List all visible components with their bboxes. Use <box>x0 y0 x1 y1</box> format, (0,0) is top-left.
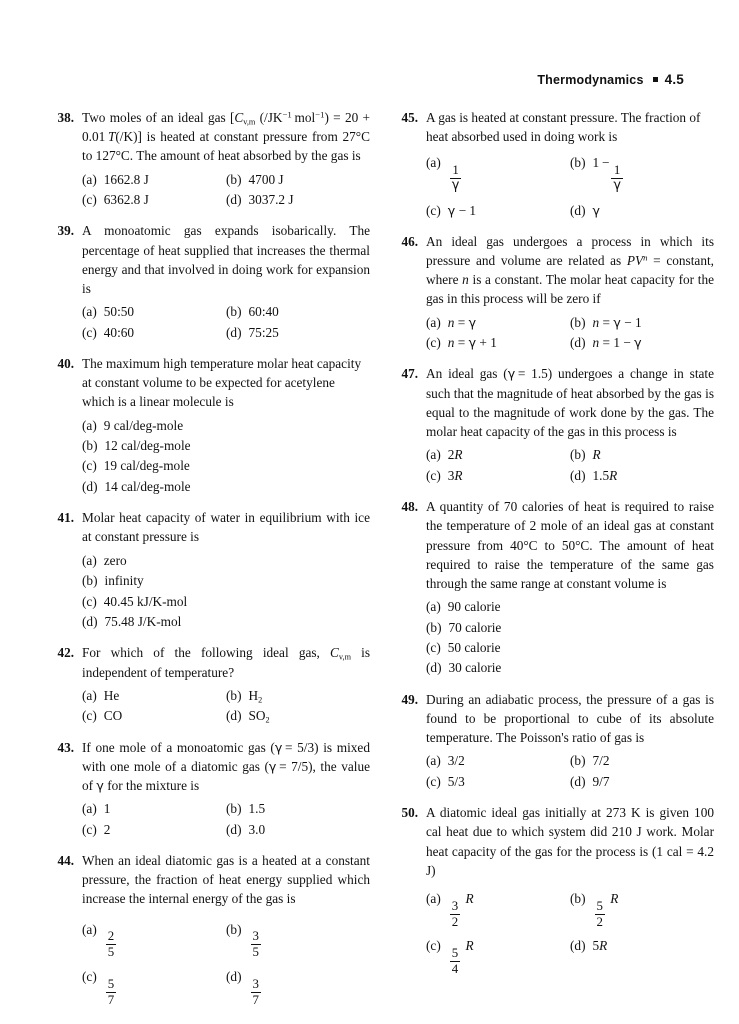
option-c[interactable]: (c) 3R <box>426 466 570 486</box>
option-d[interactable]: (d) 5R <box>570 935 714 982</box>
question-47 <box>396 364 714 486</box>
question-45 <box>396 108 714 221</box>
option-a[interactable]: (a) $\frac{2}{5}$ <box>82 919 226 966</box>
question-number: 47. <box>401 366 418 382</box>
option-d-value: $\frac{3}{7}$ <box>252 976 259 1007</box>
question-48 <box>396 497 714 679</box>
option-c-value: $\frac{5}{7}$ <box>107 976 115 1007</box>
option-a[interactable]: (a) zero <box>82 552 127 568</box>
option-b[interactable]: (b) $\frac{5}{2}$ R <box>570 888 714 935</box>
option-d[interactable]: (d) 14 cal/deg-mole <box>82 478 191 494</box>
option-d[interactable]: (d) 9/7 <box>570 773 610 789</box>
option-d[interactable]: (d) 3.0 <box>226 821 266 837</box>
option-c[interactable]: (c) 6362.8 J <box>82 192 149 208</box>
option-b[interactable]: (b) $H_2$ <box>226 686 370 706</box>
question-42 <box>52 643 370 726</box>
question-stem: Molar heat capacity of water in equilibrium with ice at constant pressure is <box>82 510 370 545</box>
option-d-value: γ <box>592 202 600 218</box>
options-list <box>426 888 714 983</box>
option-a[interactable]: (a) n = γ <box>426 313 570 333</box>
option-a[interactable]: (a) $\frac{1}{\gamma}$ <box>426 152 570 199</box>
options-list <box>82 170 370 211</box>
option-c[interactable]: (c) CO <box>82 706 226 726</box>
options-list <box>82 302 370 343</box>
option-b[interactable]: (b) R <box>570 445 714 465</box>
option-b[interactable]: (b) 60:40 <box>226 304 279 320</box>
left-column <box>52 108 370 1024</box>
question-stem: When an ideal diatomic gas is a heated at a constant pressure, the fraction of heat energy supplied which increase the internal energy of the gas is <box>82 852 370 907</box>
option-d[interactable]: (d) 1.5R <box>570 466 714 486</box>
question-stem: An ideal gas undergoes a process in which its pressure and volume are related as $PV^n$ = constant, where n is a constant. The molar heat capacity for the gas in this process will be zero if <box>426 233 714 307</box>
two-column-body <box>52 108 715 1024</box>
option-c[interactable]: (c) γ − 1 <box>426 200 570 221</box>
options-list <box>82 686 370 727</box>
option-a[interactable]: (a) $\frac{3}{2}$ R <box>426 888 570 935</box>
option-a-value: $\frac{1}{\gamma}$ <box>451 163 460 193</box>
option-c[interactable]: (c) 5/3 <box>426 773 465 789</box>
option-c[interactable]: (c) 50 calorie <box>426 639 501 655</box>
options-list <box>426 445 714 486</box>
option-a[interactable]: (a) 50:50 <box>82 304 135 320</box>
option-d[interactable]: (d) n = 1 − γ <box>570 333 714 353</box>
option-d[interactable]: (d) γ <box>570 200 714 221</box>
question-stem: A monoatomic gas expands isobarically. The percentage of heat supplied that increases the thermal energy and that involved in doing work for expansion is <box>82 223 370 297</box>
question-stem: A diatomic ideal gas initially at 273 K is given 100 cal heat due to which system did 210 J work. Molar heat capacity of the gas for the process is (1 cal = 4.2 J) <box>426 805 714 878</box>
option-d[interactable]: (d) 30 calorie <box>426 660 502 676</box>
option-a-value: $\frac{2}{5}$ <box>107 929 115 960</box>
question-39 <box>52 221 370 343</box>
option-b-value: R <box>592 447 601 463</box>
question-number: 43. <box>57 739 74 755</box>
question-number: 45. <box>401 110 418 125</box>
question-40 <box>52 354 370 497</box>
option-b[interactable]: (b) $\frac{3}{5}$ <box>226 919 370 966</box>
options-list <box>82 551 370 633</box>
option-d-value: n = 1 − γ <box>592 335 642 351</box>
question-number: 46. <box>401 233 418 249</box>
question-stem: The maximum high temperature molar heat capacity at constant volume to be expected for acetylene which is a linear molecule is <box>82 356 362 410</box>
option-a-value: n = γ <box>447 314 477 330</box>
question-46 <box>396 232 714 354</box>
question-stem: Two moles of an ideal gas [$C_{v,m}$ ($/JK^{-1}$ mol$^{-1}$) = 20 + 0.01 T(/K)] is heated at constant pressure from 27°C to 127°C. The amount of heat absorbed by the gas is <box>82 109 370 164</box>
option-d-value: 1.5R <box>592 467 618 483</box>
square-bullet-icon <box>653 77 658 82</box>
question-number: 50. <box>401 805 418 821</box>
option-d[interactable]: (d) 75:25 <box>226 324 279 340</box>
question-number: 48. <box>401 499 418 515</box>
question-number: 49. <box>401 691 418 707</box>
question-number: 41. <box>57 510 74 526</box>
option-c-value: CO <box>103 708 123 724</box>
option-c-value: $\frac{5}{4}$ R <box>451 938 474 976</box>
option-a[interactable]: (a) 1662.8 J <box>82 171 149 187</box>
option-a[interactable]: (a) 9 cal/deg-mole <box>82 417 184 433</box>
option-c-value: 3R <box>447 467 463 483</box>
question-stem: For which of the following ideal gas, $C_{v,m}$ is independent of temperature? <box>82 645 371 680</box>
option-a[interactable]: (a) He <box>82 686 226 706</box>
option-b[interactable]: (b) 12 cal/deg-mole <box>82 438 191 454</box>
options-list <box>426 313 714 354</box>
options-list <box>426 597 714 679</box>
question-44 <box>52 851 370 1014</box>
option-b[interactable]: (b) 1 − $\frac{1}{\gamma}$ <box>570 152 714 199</box>
option-c[interactable]: (c) 19 cal/deg-mole <box>82 458 190 474</box>
option-c[interactable]: (c) $\frac{5}{7}$ <box>82 966 226 1013</box>
option-b[interactable]: (b) infinity <box>82 573 144 589</box>
question-stem: An ideal gas (γ = 1.5) undergoes a change in state such that the magnitude of heat absorbed by the gas is equal to the magnitude of work done by the gas. The molar heat capacity of the gas in this process is <box>426 366 715 440</box>
options-list <box>82 919 370 1014</box>
option-c-value: n = γ + 1 <box>447 335 497 351</box>
option-b[interactable]: (b) 1.5 <box>226 801 266 817</box>
option-b[interactable]: (b) 4700 J <box>226 171 284 187</box>
option-a[interactable]: (a) 3/2 <box>426 753 465 769</box>
option-b[interactable]: (b) 7/2 <box>570 753 610 769</box>
question-number: 42. <box>57 645 74 661</box>
question-49 <box>396 690 714 792</box>
option-a-value: 2R <box>447 447 463 463</box>
option-b-value: $\frac{3}{5}$ <box>252 929 259 960</box>
options-list <box>82 799 370 840</box>
question-stem: If one mole of a monoatomic gas (γ = 5/3) is mixed with one mole of a diatomic gas (γ = 7/5), the value of γ for the mixture is <box>82 739 370 793</box>
question-41 <box>52 508 370 632</box>
chapter-title: Thermodynamics <box>537 73 644 87</box>
option-d[interactable]: (d) 3037.2 J <box>226 192 294 208</box>
option-a[interactable]: (a) 1 <box>82 801 111 817</box>
option-b-value: $\frac{5}{2}$ R <box>596 890 619 929</box>
options-list <box>426 152 714 220</box>
option-b-value: $H_2$ <box>248 687 263 705</box>
option-a-value: He <box>103 687 120 703</box>
running-header <box>537 72 684 87</box>
question-number: 39. <box>57 223 74 239</box>
question-stem: During an adiabatic process, the pressure of a gas is found to be proportional to cube of its absolute temperature. The Poisson's ratio of gas is <box>426 691 714 746</box>
option-c[interactable]: (c) 2 <box>82 821 111 837</box>
option-b-value: n = γ − 1 <box>592 314 642 330</box>
option-c-value: γ − 1 <box>447 202 477 218</box>
option-d[interactable]: (d) $SO_2$ <box>226 706 370 726</box>
option-a[interactable]: (a) 90 calorie <box>426 599 501 615</box>
option-c[interactable]: (c) 40.45 kJ/K-mol <box>82 593 188 609</box>
question-50 <box>396 803 714 983</box>
question-38 <box>52 108 370 210</box>
question-number: 44. <box>57 852 74 868</box>
option-d-value: $SO_2$ <box>248 708 270 725</box>
option-b[interactable]: (b) n = γ − 1 <box>570 313 714 333</box>
option-b-value: 1 − $\frac{1}{\gamma}$ <box>592 155 621 193</box>
options-list <box>82 416 370 498</box>
options-list <box>426 751 714 792</box>
question-number: 40. <box>57 356 74 372</box>
option-d[interactable]: (d) $\frac{3}{7}$ <box>226 966 370 1013</box>
option-b[interactable]: (b) 70 calorie <box>426 619 502 635</box>
option-a[interactable]: (a) 2R <box>426 445 570 465</box>
option-c[interactable]: (c) n = γ + 1 <box>426 333 570 353</box>
option-d-value: 5R <box>592 938 608 954</box>
question-number: 38. <box>57 110 74 125</box>
option-a-value: $\frac{3}{2}$ R <box>451 890 474 929</box>
right-column <box>396 108 714 1024</box>
question-stem: A quantity of 70 calories of heat is required to raise the temperature of 2 mole of an ideal gas at constant pressure from 40°C to 50°C. The amount of heat required to raise the temperature of the same gas through the same range at constant volume is <box>426 499 714 591</box>
option-c[interactable]: (c) 40:60 <box>82 324 135 340</box>
question-stem: A gas is heated at constant pressure. The fraction of heat absorbed used in doing work is <box>426 110 701 145</box>
page-folio: 4.5 <box>664 72 684 87</box>
option-c[interactable]: (c) $\frac{5}{4}$ R <box>426 935 570 982</box>
option-d[interactable]: (d) 75.48 J/K-mol <box>82 613 182 629</box>
question-43 <box>52 738 370 840</box>
